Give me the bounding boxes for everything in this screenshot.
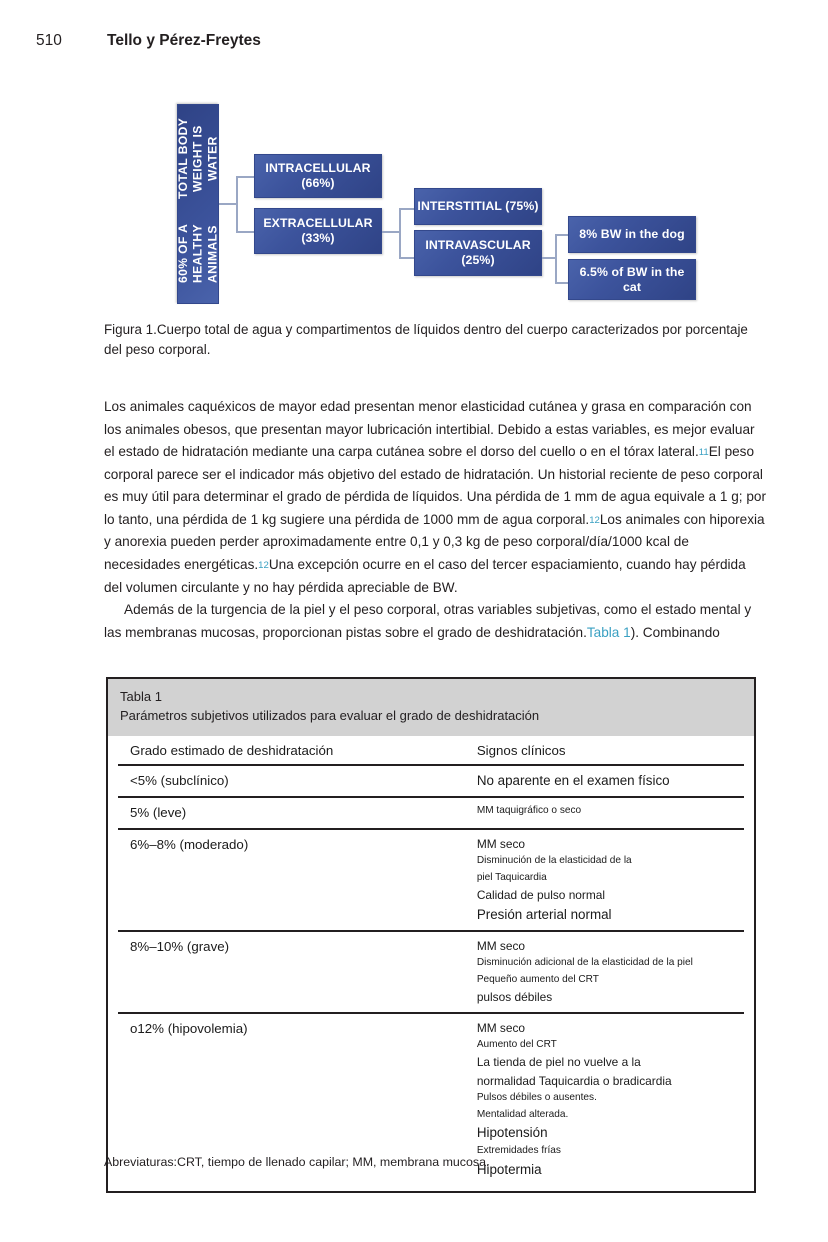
clinical-sign-line: La tienda de piel no vuelve a la <box>476 1055 641 1070</box>
body-text <box>104 396 766 644</box>
cell-grade: 6%–8% (moderado) <box>118 829 475 931</box>
connector-extracellular-to-interstitial <box>399 208 415 210</box>
cell-grade: 8%–10% (grave) <box>118 931 475 1013</box>
figure-box-cat <box>568 259 696 300</box>
clinical-sign-line: Disminución de la elasticidad de la <box>476 855 632 867</box>
figure-1-diagram <box>104 96 764 311</box>
figure-box-extracellular-label-line2: (33%) <box>301 231 335 245</box>
figure-box-cat-label: 6.5% of BW in the cat <box>579 264 685 294</box>
table-1 <box>106 677 756 1193</box>
table-1-head <box>118 736 744 765</box>
paragraph-1-part-a: Los animales caquéxicos de mayor edad presentan menor elasticidad cutánea y grasa en comparación con los animales obesos, que presentan mayor lubricación intertibial. Debido a estas variables, es mejor evaluar el estado de hidratación mediante una carpa cutánea sobre el dorso del cuello o en el tórax lateral. <box>104 399 755 460</box>
table-row <box>118 765 744 797</box>
column-header-signs: Signos clínicos <box>475 736 744 765</box>
figure-1-caption: Figura 1.Cuerpo total de agua y compartimentos de líquidos dentro del cuerpo caracterizados por porcentaje del peso corporal. <box>104 322 748 358</box>
paragraph-1-part-b: El peso corporal parece ser el indicador más objetivo del estado de hidratación. Un historial reciente de peso corporal es muy útil para determinar el grado de pérdida de líquidos. Una pérdida de 1 mm de agua equivale a 1 g; por lo tanto, una pérdida de 1 kg sugiere una pérdida de 1000 mm de agua corporal. <box>104 444 766 527</box>
table-1-abbreviations-note: Abreviaturas:CRT, tiempo de llenado capilar; MM, membrana mucosa. <box>104 1155 490 1169</box>
connector-root-stem <box>219 203 237 205</box>
figure-box-interstitial-label: INTERSTITIAL (75%) <box>417 199 539 213</box>
reference-marker-11[interactable]: 11 <box>698 447 709 459</box>
figure-box-intracellular-label-line1: INTRACELLULAR <box>265 161 371 175</box>
paragraph-1 <box>104 396 766 599</box>
cell-signs <box>475 797 744 829</box>
cell-grade: 5% (leve) <box>118 797 475 829</box>
clinical-sign-line: MM seco <box>476 1020 526 1035</box>
figure-box-dog-label: 8% BW in the dog <box>579 227 685 241</box>
connector-intravascular-to-cat <box>555 282 569 284</box>
figure-box-extracellular <box>254 208 382 254</box>
table-row <box>118 797 744 829</box>
paragraph-1-part-d: Una excepción ocurre en el caso del tercer espaciamiento, cuando hay pérdida del volumen circulante y no hay pérdida apreciable de BW. <box>104 556 746 595</box>
clinical-sign-line: MM taquigráfico o seco <box>476 805 582 817</box>
connector-intravascular-bracket <box>555 234 557 283</box>
clinical-sign-line: Calidad de pulso normal <box>476 888 606 903</box>
connector-extracellular-bracket <box>399 208 401 258</box>
clinical-sign-line: Pulsos débiles o ausentes. <box>476 1092 597 1104</box>
cell-grade: <5% (subclínico) <box>118 765 475 797</box>
running-head-authors: Tello y Pérez-Freytes <box>107 32 261 49</box>
clinical-sign-line: Pequeño aumento del CRT <box>476 973 599 985</box>
figure-box-intracellular <box>254 154 382 198</box>
cell-signs <box>475 829 744 931</box>
figure-box-total-body-water-label-line2: TOTAL BODY WEIGHT IS WATER <box>175 118 220 200</box>
table-1-number: Tabla 1 <box>120 689 162 704</box>
clinical-sign-line: MM seco <box>476 837 526 851</box>
connector-intravascular-to-dog <box>555 234 569 236</box>
figure-box-intravascular <box>414 230 542 276</box>
figure-box-total-body-water <box>177 104 219 304</box>
table-1-crossref-link[interactable]: Tabla 1 <box>586 624 631 640</box>
connector-extracellular-to-intravascular <box>399 257 415 259</box>
figure-box-extracellular-label-line1: EXTRACELLULAR <box>263 216 373 230</box>
clinical-sign-line: Extremidades frías <box>476 1145 561 1157</box>
figure-box-intravascular-label-line2: (25%) <box>461 253 495 267</box>
clinical-sign-line: Mentalidad alterada. <box>476 1108 569 1120</box>
paragraph-1-part-c: Los animales con hiporexia y anorexia pueden perder aproximadamente entre 0,1 y 0,3 kg de peso corporal/día/1000 kcal de necesidades energéticas. <box>104 511 765 572</box>
clinical-sign-line: MM seco <box>476 938 526 953</box>
clinical-sign-line: Hipotensión <box>476 1124 548 1140</box>
table-row <box>118 931 744 1013</box>
clinical-sign-line: pulsos débiles <box>476 990 553 1005</box>
clinical-sign-line: piel Taquicardia <box>476 871 547 883</box>
connector-extracellular-stem <box>382 231 400 233</box>
clinical-sign-line: Presión arterial normal <box>476 906 612 922</box>
clinical-sign-line: Hipotermia <box>476 1161 542 1177</box>
connector-intravascular-stem <box>542 257 556 259</box>
figure-box-dog <box>568 216 696 253</box>
table-row <box>118 829 744 931</box>
cell-signs <box>475 931 744 1013</box>
connector-root-bracket <box>236 176 238 232</box>
table-header-row <box>118 736 744 765</box>
connector-root-to-intracellular <box>236 176 255 178</box>
cell-grade: o12% (hipovolemia) <box>130 1020 248 1036</box>
connector-root-to-extracellular <box>236 231 255 233</box>
cell-signs <box>475 765 744 797</box>
paragraph-2 <box>104 599 766 644</box>
figure-box-total-body-water-label-line1: 60% OF A HEALTHY ANIMALS <box>175 224 220 284</box>
reference-marker-12a[interactable]: 12 <box>589 514 600 526</box>
column-header-grade: Grado estimado de deshidratación <box>118 736 475 765</box>
table-1-body-wrap <box>108 736 754 1191</box>
reference-marker-12b[interactable]: 12 <box>258 559 269 571</box>
figure-box-intravascular-label-line1: INTRAVASCULAR <box>425 238 531 252</box>
table-1-body <box>118 765 744 1185</box>
table-1-grid <box>118 736 744 1185</box>
figure-box-interstitial <box>414 188 542 225</box>
figure-box-intracellular-label-line2: (66%) <box>301 176 335 190</box>
clinical-sign-line: No aparente en el examen físico <box>476 772 670 788</box>
table-1-title: Parámetros subjetivos utilizados para evaluar el grado de deshidratación <box>120 707 540 723</box>
paragraph-2-part-b: ). Combinando <box>630 624 720 640</box>
table-1-title-bar <box>108 679 754 736</box>
paragraph-2-part-a: Además de la turgencia de la piel y el peso corporal, otras variables subjetivas, como el estado mental y las membranas mucosas, proporcionan pistas sobre el grado de deshidratación. <box>104 602 752 640</box>
clinical-sign-line: normalidad Taquicardia o bradicardia <box>476 1073 672 1088</box>
running-head <box>36 32 792 56</box>
clinical-sign-line: Aumento del CRT <box>476 1039 557 1051</box>
clinical-sign-line: Disminución adicional de la elasticidad de la piel <box>476 957 693 969</box>
page-number: 510 <box>36 32 62 49</box>
